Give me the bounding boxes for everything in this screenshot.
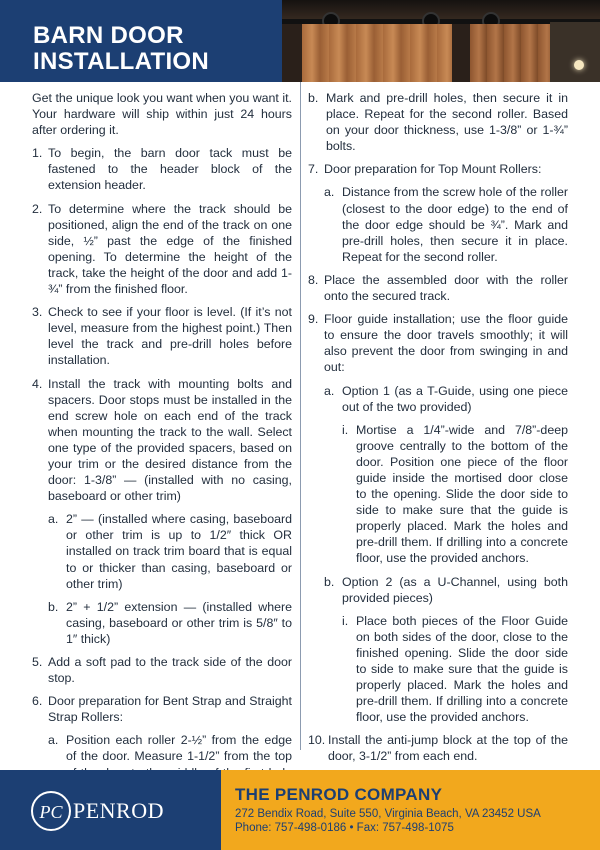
step-text: Door preparation for Top Mount Rollers: bbox=[324, 162, 542, 177]
step-text: Option 1 (as a T-Guide, using one piece out of the two provided) bbox=[342, 383, 568, 414]
step-letter: b. bbox=[324, 574, 335, 589]
step-6 bbox=[32, 693, 292, 725]
left-column bbox=[32, 90, 292, 804]
company-name: THE PENROD COMPANY bbox=[235, 785, 443, 804]
step-number: 6. bbox=[32, 694, 43, 709]
step-10 bbox=[308, 732, 568, 764]
step-2 bbox=[32, 201, 292, 298]
step-4 bbox=[32, 376, 292, 505]
logo-text: PENROD bbox=[73, 798, 165, 823]
logo-monogram: PC bbox=[39, 802, 63, 822]
step-letter: a. bbox=[324, 185, 335, 200]
company-info bbox=[221, 770, 600, 850]
step-text: To begin, the barn door tack must be fastened to the header block of the extension header. bbox=[48, 146, 292, 193]
column-divider bbox=[300, 82, 301, 750]
step-text: Check to see if your floor is level. (If it’s not level, measure from the highest point.) Then level the track and pre-drill holes before installation. bbox=[48, 305, 292, 368]
right-column bbox=[308, 90, 568, 772]
step-number: 9. bbox=[308, 312, 319, 327]
step-number: 4. bbox=[32, 376, 43, 391]
step-3 bbox=[32, 304, 292, 368]
page-title bbox=[33, 23, 209, 75]
step-text: Door preparation for Bent Strap and Straight Strap Rollers: bbox=[48, 694, 292, 725]
step-text: Mark and pre-drill holes, then secure it in place. Repeat for the second roller. Based on your door thickness, use 1-3/8” or 1-¾” bolts. bbox=[326, 91, 568, 154]
step-number: 3. bbox=[32, 305, 43, 320]
title-line-2: INSTALLATION bbox=[33, 48, 210, 75]
step-letter: a. bbox=[324, 383, 335, 398]
step-8 bbox=[308, 272, 568, 304]
company-address: 272 Bendix Road, Suite 550, Virginia Beach, VA 23452 USA bbox=[235, 808, 541, 820]
step-9b-i bbox=[342, 613, 568, 726]
step-letter: b. bbox=[308, 91, 319, 105]
step-number: 2. bbox=[32, 201, 43, 216]
instructions-body bbox=[0, 82, 600, 764]
step-text: Mortise a 1/4”-wide and 7/8”-deep groove centrally to the bottom of the door. Position one piece of the floor guide inside the mortised door close to the opening. Slide the door side to side to make sure that the guide is properly placed. Mark the holes and pre-drill them. If drilling into a concrete floor, use the provided anchors. bbox=[356, 422, 568, 566]
step-text: Place the assembled door with the roller onto the secured track. bbox=[324, 272, 568, 304]
monogram-icon bbox=[30, 790, 72, 832]
step-9 bbox=[308, 311, 568, 375]
step-roman: i. bbox=[342, 422, 349, 437]
step-text: Install the track with mounting bolts and spacers. Door stops must be installed in the end screw hole on each end of the track when mounting the track to the wall. Select one type of the provided spacers, based on your trim or the desired distance from the door: 1-3/8” — (installed with no casing, baseboard or other trim) bbox=[48, 376, 292, 504]
footer bbox=[0, 770, 600, 850]
step-letter: b. bbox=[48, 599, 59, 614]
title-line-1: BARN DOOR bbox=[33, 22, 184, 49]
step-text: To determine where the track should be positioned, align the end of the track on one side, ½” past the edge of the finished opening. To determine the height of the track, take the height of the door and add 1-¾” from the finished floor. bbox=[48, 201, 292, 297]
company-phone: Phone: 757-498-0186 • Fax: 757-498-1075 bbox=[235, 822, 454, 834]
intro-paragraph: Get the unique look you want when you want it. Your hardware will ship within just 24 hours after ordering it. bbox=[32, 91, 292, 138]
step-text: 2” + 1/2” extension — (installed where casing, baseboard or other trim is 5/8″ to 1″ thick) bbox=[66, 599, 292, 646]
step-7a bbox=[324, 184, 568, 264]
step-text: Option 2 (as a U-Channel, using both provided pieces) bbox=[342, 574, 568, 605]
step-4b bbox=[48, 599, 292, 647]
step-roman: i. bbox=[342, 613, 349, 628]
step-letter: a. bbox=[48, 512, 59, 527]
step-number: 1. bbox=[32, 146, 43, 161]
step-text: Add a soft pad to the track side of the door stop. bbox=[48, 655, 292, 686]
step-text: 2” — (installed where casing, baseboard or other trim is up to 1/2″ thick OR installed on track trim board that is equal to or thicker than casing, baseboard or other trim) bbox=[66, 512, 292, 591]
step-text: Install the anti-jump block at the top of the door, 3-1/2” from each end. bbox=[328, 733, 568, 764]
barn-door-photo bbox=[282, 0, 600, 82]
step-4a bbox=[48, 511, 292, 591]
step-text: Distance from the screw hole of the roller (closest to the door edge) to the end of the door edge should be ¾”. Mark and pre-drill holes, then secure it in place. Repeat for the second roller. bbox=[342, 185, 568, 264]
step-text: Place both pieces of the Floor Guide on both sides of the door, close to the finished opening. Slide the door side to side to make sure that the guide is properly placed. Mark the holes and pre-drill them. If drilling into a concrete floor, use the provided anchors. bbox=[356, 613, 568, 725]
step-number: 5. bbox=[32, 655, 43, 669]
step-text: Position each roller 2-½” from the edge of the door. Measure 1-1/2” from the top bbox=[66, 733, 292, 764]
step-9a-i bbox=[342, 422, 568, 567]
step-6b bbox=[308, 90, 568, 154]
header-banner bbox=[0, 0, 600, 82]
penrod-logo bbox=[0, 770, 221, 850]
step-1 bbox=[32, 145, 292, 193]
step-number: 7. bbox=[308, 162, 319, 177]
step-letter: a. bbox=[48, 733, 59, 748]
step-number: 10. bbox=[308, 733, 326, 748]
step-number: 8. bbox=[308, 272, 319, 287]
step-9b bbox=[324, 574, 568, 606]
step-9a bbox=[324, 383, 568, 415]
step-7 bbox=[308, 161, 568, 177]
step-text: Floor guide installation; use the floor guide to ensure the door travels smoothly; it will also prevent the door from swinging in and out: bbox=[324, 312, 568, 375]
step-5 bbox=[32, 654, 292, 686]
